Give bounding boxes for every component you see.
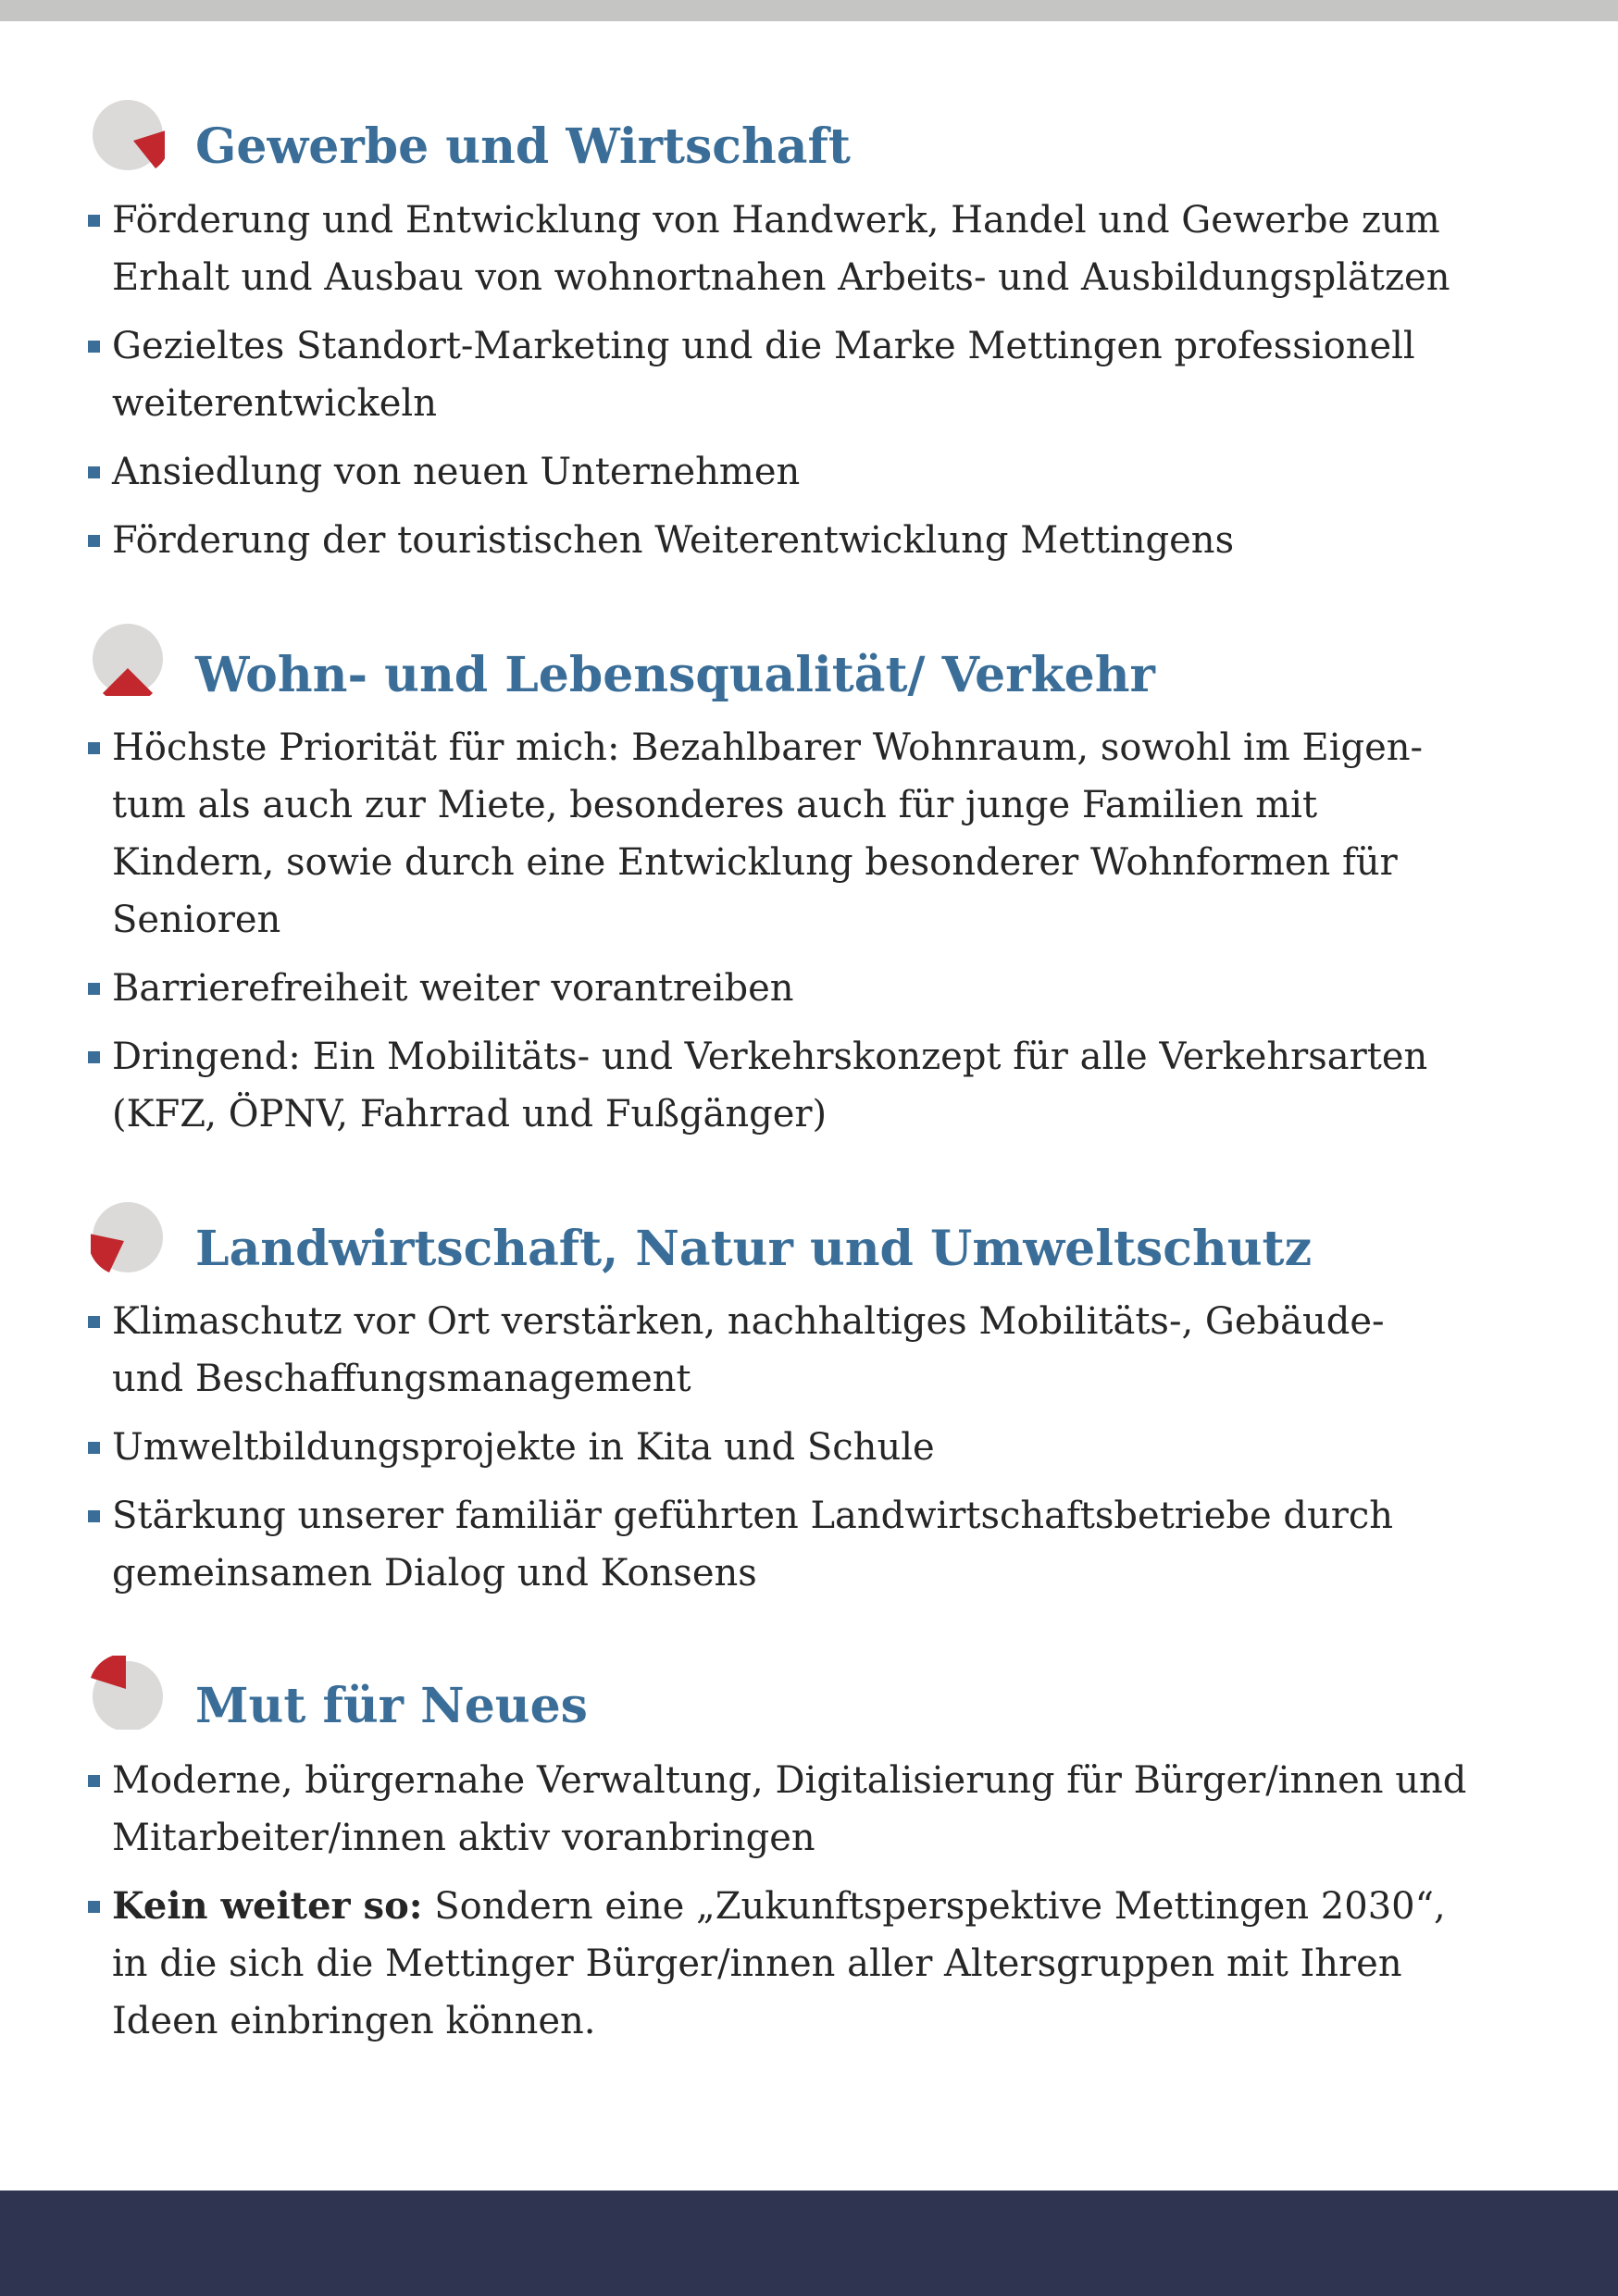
square-bullet-icon — [88, 1901, 100, 1913]
square-bullet-icon — [88, 1775, 100, 1787]
square-bullet-icon — [88, 1442, 100, 1454]
section-title: Gewerbe und Wirtschaft — [195, 118, 851, 175]
square-bullet-icon — [88, 341, 100, 353]
list-item-text: Ansiedlung von neuen Unternehmen — [112, 451, 801, 493]
bullet-list — [0, 719, 1537, 1154]
square-bullet-icon — [88, 1510, 100, 1522]
list-item-text: Klimaschutz vor Ort verstärken, nachhaltiges Mobilitäts-, Gebäude- und Beschaffungsmanagement — [112, 1300, 1385, 1400]
section-title: Mut für Neues — [195, 1678, 588, 1734]
list-item-text: Förderung der touristischen Weiterentwicklung Mettingens — [112, 519, 1235, 562]
list-item-text: Förderung und Entwicklung von Handwerk, Handel und Gewerbe zum Erhalt und Ausbau von wohnortnahen Arbeits- und Ausbildungsplätzen — [112, 199, 1450, 299]
square-bullet-icon — [88, 1316, 100, 1328]
list-item — [0, 512, 1537, 569]
list-item-text: Gezieltes Standort-Marketing und die Marke Mettingen professionell weiterentwickeln — [112, 325, 1415, 425]
bullet-list — [0, 1752, 1537, 2061]
pie-segment-left-icon — [91, 1200, 165, 1274]
section-title: Landwirtschaft, Natur und Umweltschutz — [195, 1221, 1313, 1277]
pie-segment-right-icon — [91, 98, 165, 172]
list-item — [0, 1752, 1537, 1867]
square-bullet-icon — [88, 1051, 100, 1063]
list-item — [0, 960, 1537, 1017]
list-item — [0, 1293, 1537, 1408]
list-item-text: Barrierefreiheit weiter vorantreiben — [112, 967, 794, 1010]
list-item-lead: Kein weiter so: — [112, 1884, 423, 1928]
list-item — [0, 192, 1537, 306]
bullet-list — [0, 1293, 1537, 1613]
list-item-text: Stärkung unserer familiär geführten Landwirtschaftsbetriebe durch gemeinsamen Dialog und Konsens — [112, 1495, 1394, 1595]
square-bullet-icon — [88, 983, 100, 995]
list-item — [0, 1028, 1537, 1143]
square-bullet-icon — [88, 215, 100, 227]
list-item — [0, 1419, 1537, 1476]
top-border-bar — [0, 0, 1618, 21]
list-item — [0, 719, 1537, 949]
list-item — [0, 443, 1537, 501]
bullet-list — [0, 192, 1537, 580]
pie-segment-top-icon — [91, 1656, 165, 1730]
square-bullet-icon — [88, 466, 100, 478]
list-item — [0, 1487, 1537, 1602]
pie-segment-bottom-icon — [91, 622, 165, 696]
square-bullet-icon — [88, 742, 100, 754]
footer-bar — [0, 2191, 1618, 2296]
list-item — [0, 317, 1537, 432]
list-item-text: Sondern eine „Zukunftsperspektive Mettingen 2030“, in die sich die Mettinger Bürger/innen aller Altersgruppen mit Ihren Ideen einbringen können. — [112, 1885, 1446, 2042]
list-item-text: Umweltbildungsprojekte in Kita und Schule — [112, 1426, 935, 1469]
list-item-text: Dringend: Ein Mobilitäts- und Verkehrskonzept für alle Verkehrsarten (KFZ, ÖPNV, Fahrrad und Fußgänger) — [112, 1036, 1428, 1136]
list-item — [0, 1878, 1537, 2050]
square-bullet-icon — [88, 535, 100, 547]
section-title: Wohn- und Lebensqualität/ Verkehr — [195, 647, 1155, 703]
list-item-text: Moderne, bürgernahe Verwaltung, Digitalisierung für Bürger/innen und Mitarbeiter/innen aktiv voranbringen — [112, 1759, 1467, 1859]
list-item-text: Höchste Priorität für mich: Bezahlbarer Wohnraum, sowohl im Eigen- tum als auch zur Miete, besonderes auch für junge Familien mit Kindern, sowie durch eine Entwicklung besonderer Wohnformen für Senioren — [112, 726, 1424, 941]
